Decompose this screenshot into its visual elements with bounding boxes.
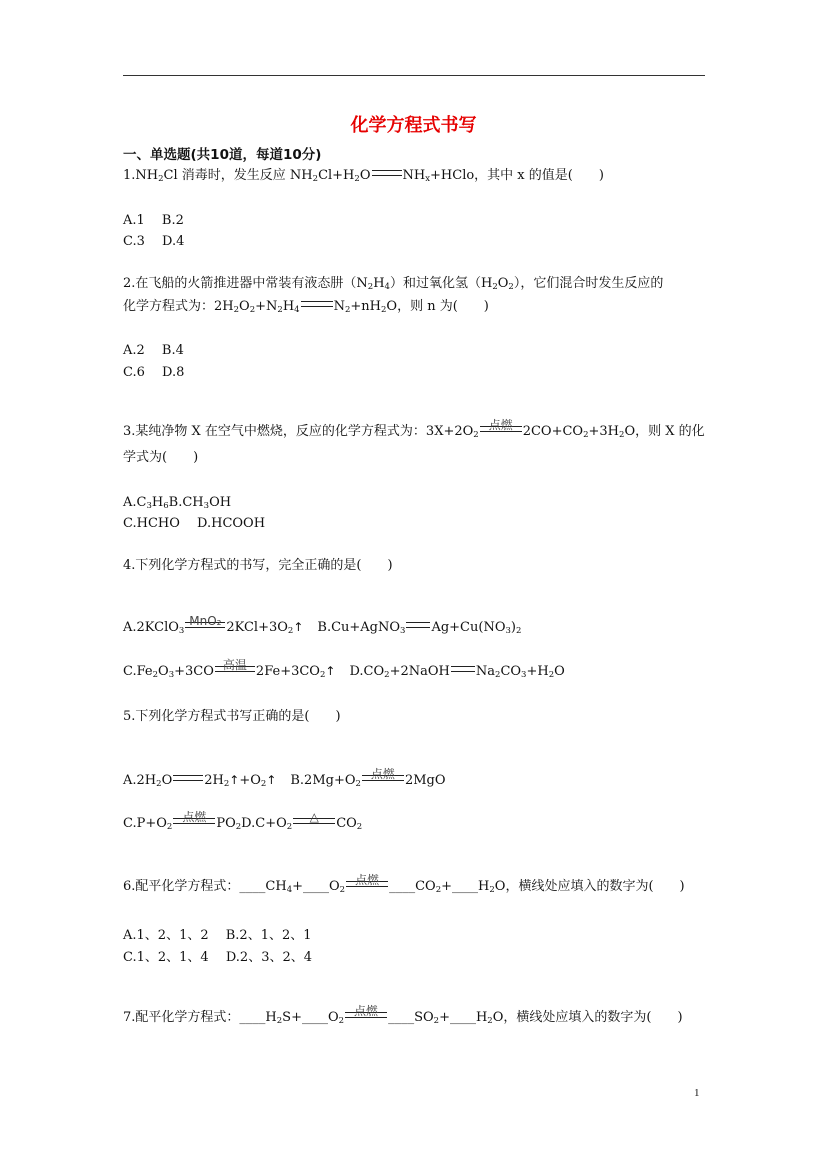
question-5-stem: 5.下列化学方程式书写正确的是( ) [123, 709, 341, 724]
question-1-stem: $1.NH_2Cl$ 消毒时，发生反应 $NH_2Cl+H_2O$ $NH_x+HClo$，其中 x 的值是( ) [123, 168, 604, 184]
gas-arrow-icon: ↑ [325, 664, 336, 678]
question-1-option-row: C.3 D.4 [123, 234, 185, 249]
reaction-condition-equals: 点燃 [344, 1009, 388, 1027]
question-3-stem-line-1: 3.某纯净物 X 在空气中燃烧，反应的化学方程式为：$3X+2O_2$ 点燃 $2CO+CO_2+3H_2O$，则 X 的化 [123, 418, 705, 440]
section-heading: 一、单选题(共10道，每道10分) [123, 147, 322, 163]
question-2-option-row: C.6 D.8 [123, 365, 185, 380]
reaction-condition-equals: 点燃 [172, 815, 216, 833]
equals-sign [405, 619, 431, 637]
reaction-condition-equals: MnO₂ [184, 619, 226, 637]
page-number: 1 [694, 1087, 700, 1099]
question-4-stem: 4.下列化学方程式的书写，完全正确的是( ) [123, 558, 393, 573]
heat-triangle-icon: △ [309, 810, 319, 824]
question-6-option-row: C.1、2、1、4 D.2、3、2、4 [123, 950, 313, 965]
question-4-options-cd: $C.Fe_2O_3+3CO$ 高温 $2Fe+3CO_2↑$ $D.CO_2+2NaOH$ $Na_2CO_3+H_2O$ [123, 658, 565, 680]
question-2-stem-line-2: 化学方程式为：$2H_2O_2+N_2H_4$ $N_2+nH_2O$，则 n 为( ) [123, 299, 489, 315]
question-4-options-ab: A.2KClO$_3$ MnO₂ $2KCl+3O_2↑$ B.Cu+AgNO$_3$ $Ag+Cu(NO_3)_2$ [123, 614, 522, 636]
reaction-condition-equals: 点燃 [345, 878, 389, 896]
question-1-option-row: A.1 B.2 [123, 213, 184, 228]
reaction-condition-equals: 点燃 [479, 423, 523, 441]
reaction-condition-equals: 高温 [214, 663, 256, 681]
gas-arrow-icon: ↑ [293, 620, 304, 634]
gas-arrow-icon: ↑ [229, 773, 240, 787]
question-7-stem: 7.配平化学方程式：$\_\_\_\_H_2S+\_\_\_\_O_2$ 点燃 $\_\_\_\_SO_2+\_\_\_\_H_2O$，横线处应填入的数字为( ) [123, 1004, 683, 1026]
equals-sign [450, 663, 476, 681]
header-rule [123, 75, 705, 76]
question-5-options-cd: $C.P+O_2$ 点燃 $PO_2D.C+O_2$ △ $CO_2$ [123, 810, 363, 832]
question-5-options-ab: $A.2H_2O$ $2H_2↑+O_2↑$ $B.2Mg+O_2$ 点燃 2MgO [123, 767, 446, 789]
question-3-option-row: C.HCHO D.HCOOH [123, 516, 266, 531]
question-2-option-row: A.2 B.4 [123, 343, 184, 358]
question-2-stem-line-1: 2.在飞船的火箭推进器中常装有液态肼$(N_2H_4)$和过氧化氢$(H_2O_2)$，它们混合时发生反应的 [123, 276, 664, 292]
page-title: 化学方程式书写 [350, 115, 477, 136]
equals-sign [300, 298, 334, 316]
reaction-condition-equals: 点燃 [361, 772, 405, 790]
question-3-option-row: $A.C_3H_6B.CH_3OH$ [123, 495, 232, 511]
question-6-option-row: A.1、2、1、2 B.2、1、2、1 [123, 928, 312, 943]
question-3-stem-line-2: 学式为( ) [123, 450, 199, 465]
gas-arrow-icon: ↑ [266, 773, 277, 787]
reaction-condition-equals [292, 810, 336, 833]
question-6-stem: 6.配平化学方程式：$\_\_\_\_CH_4+\_\_\_\_O_2$ 点燃 $\_\_\_\_CO_2+\_\_\_\_H_2O$，横线处应填入的数字为( ) [123, 873, 685, 895]
equals-sign [371, 167, 403, 185]
equals-sign [172, 772, 204, 790]
